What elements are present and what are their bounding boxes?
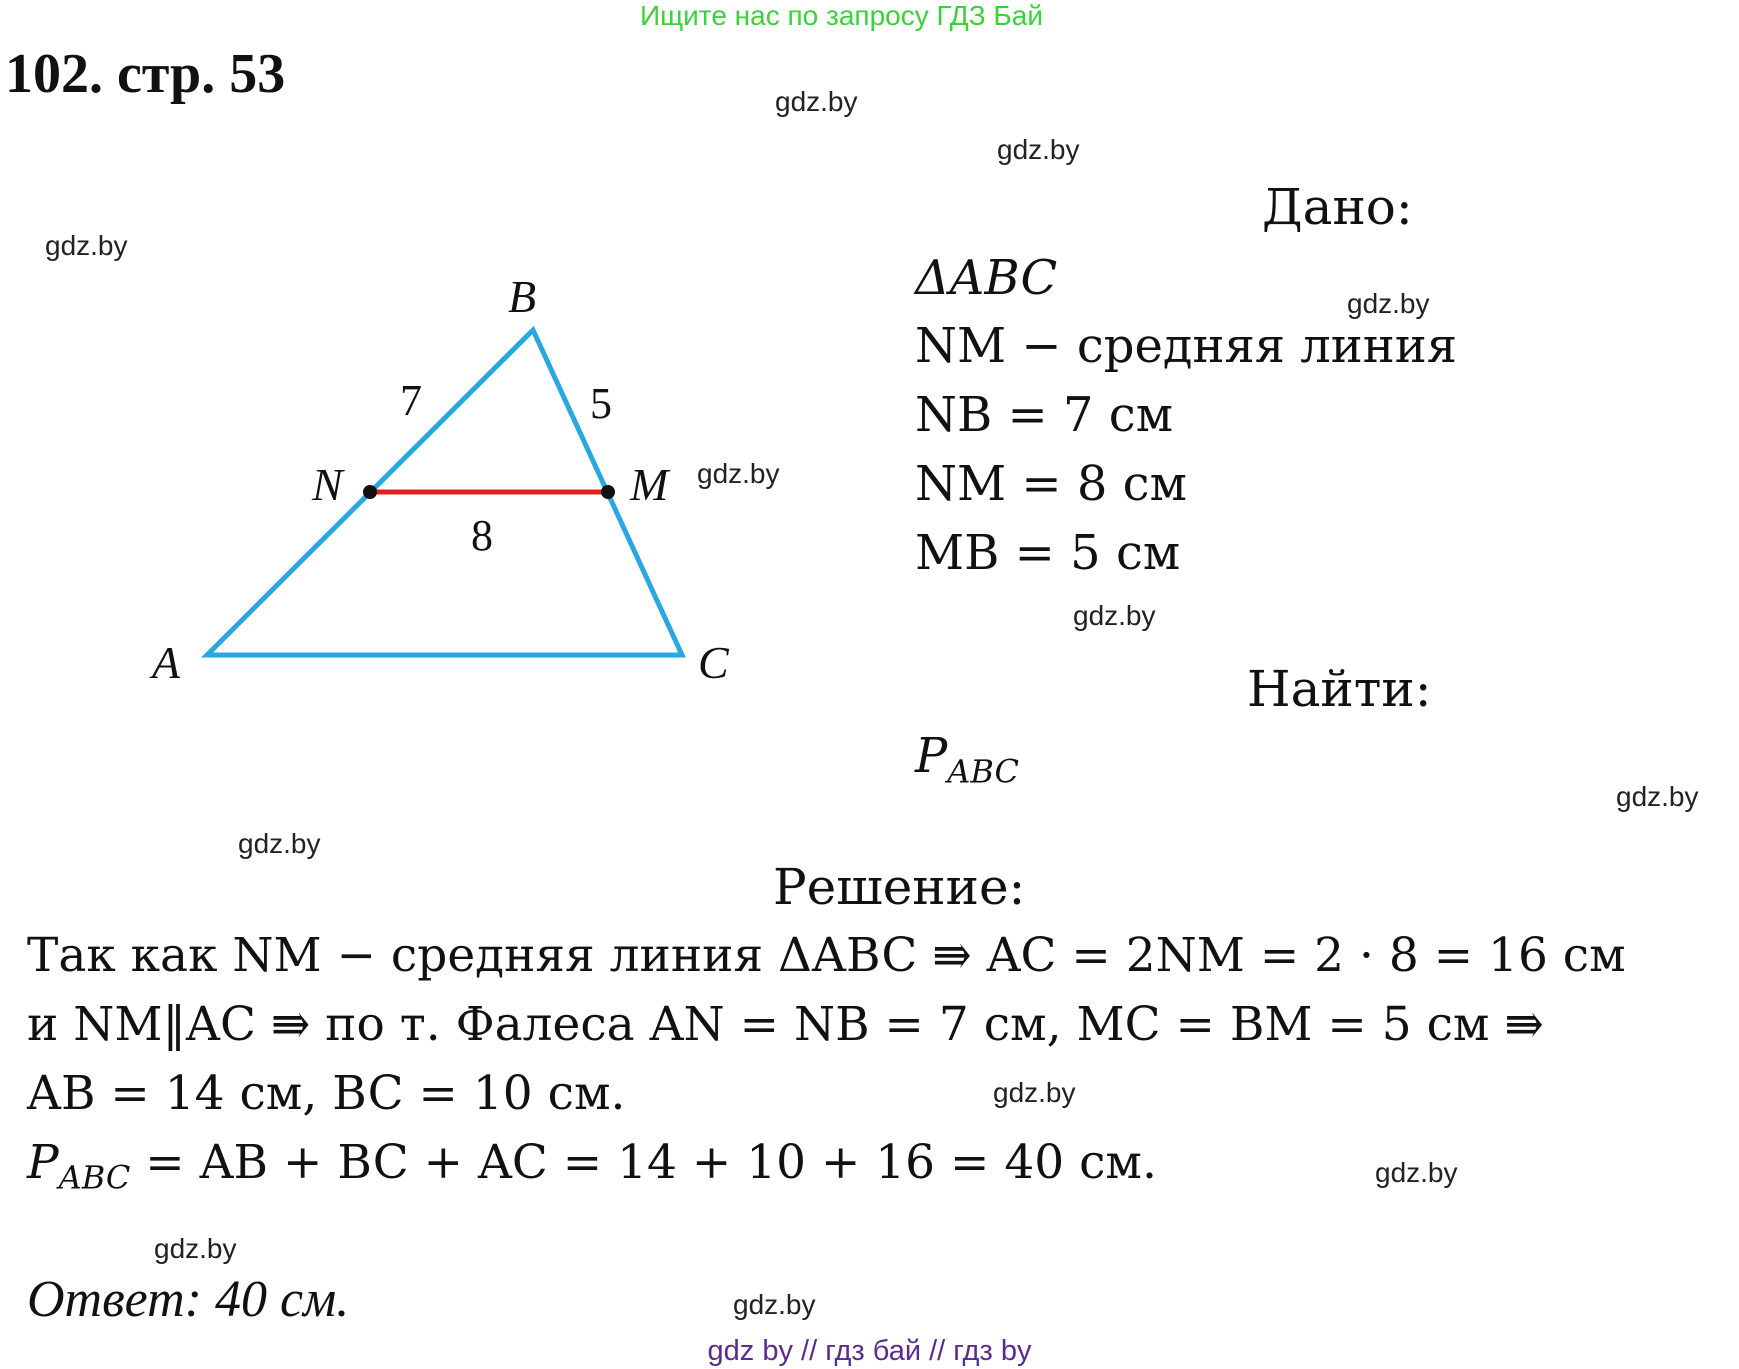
given-line: ΔABC: [915, 250, 1058, 306]
point-m: [601, 485, 615, 499]
answer: Ответ: 40 см.: [27, 1271, 350, 1328]
watermark: gdz.by: [775, 86, 858, 117]
watermark: gdz.by: [45, 230, 128, 261]
solution-title: Решение:: [773, 858, 1026, 916]
watermark: gdz.by: [1073, 600, 1156, 631]
watermark: gdz.by: [733, 1289, 816, 1320]
watermark: gdz.by: [1616, 781, 1699, 812]
side-label-nb: 7: [400, 376, 422, 425]
given-line: MB = 5 см: [915, 525, 1181, 581]
vertex-label-a: A: [152, 637, 181, 688]
perimeter-equation: = AB + BC + AC = 14 + 10 + 16 = 40 см.: [130, 1135, 1157, 1190]
side-label-mb: 5: [590, 379, 612, 428]
task-number: 102. стр. 53: [5, 43, 286, 105]
find-title: Найти:: [1247, 660, 1432, 718]
given-title: Дано:: [1262, 178, 1413, 236]
given-line: NB = 7 см: [915, 387, 1174, 443]
side-label-nm: 8: [471, 511, 493, 560]
watermark: gdz.by: [1375, 1157, 1458, 1188]
solution-line: и NM‖AC ⇛ по т. Фалеса AN = NB = 7 см, MC = BM = 5 см ⇛: [27, 997, 1544, 1052]
given-line: NM − средняя линия: [915, 318, 1458, 374]
solution-perimeter: [27, 1135, 1157, 1196]
footer-links[interactable]: gdz by // гдз бай // гдз by: [707, 1335, 1032, 1367]
point-n: [363, 485, 377, 499]
given-line: NM = 8 см: [915, 456, 1187, 512]
find-value: [915, 728, 1019, 791]
solution-line: Так как NM − средняя линия ΔABC ⇛ AC = 2NM = 2 · 8 = 16 см: [27, 928, 1626, 983]
watermark: gdz.by: [238, 828, 321, 859]
watermark: gdz.by: [997, 134, 1080, 165]
watermark: gdz.by: [1347, 288, 1430, 319]
find-subscript: ABC: [947, 752, 1019, 791]
top-banner: Ищите нас по запросу ГДЗ Бай: [640, 0, 1044, 31]
triangle-figure: [0, 0, 820, 720]
vertex-label-m: M: [630, 459, 669, 510]
vertex-label-b: B: [508, 271, 537, 322]
perimeter-subscript: ABC: [58, 1158, 131, 1197]
perimeter-symbol: P: [27, 1135, 59, 1190]
watermark: gdz.by: [993, 1077, 1076, 1108]
watermark: gdz.by: [697, 458, 780, 489]
vertex-label-c: C: [698, 637, 729, 688]
find-symbol: P: [915, 728, 948, 784]
solution-line: AB = 14 см, BC = 10 см.: [27, 1066, 626, 1121]
vertex-label-n: N: [312, 459, 343, 510]
watermark: gdz.by: [154, 1233, 237, 1264]
